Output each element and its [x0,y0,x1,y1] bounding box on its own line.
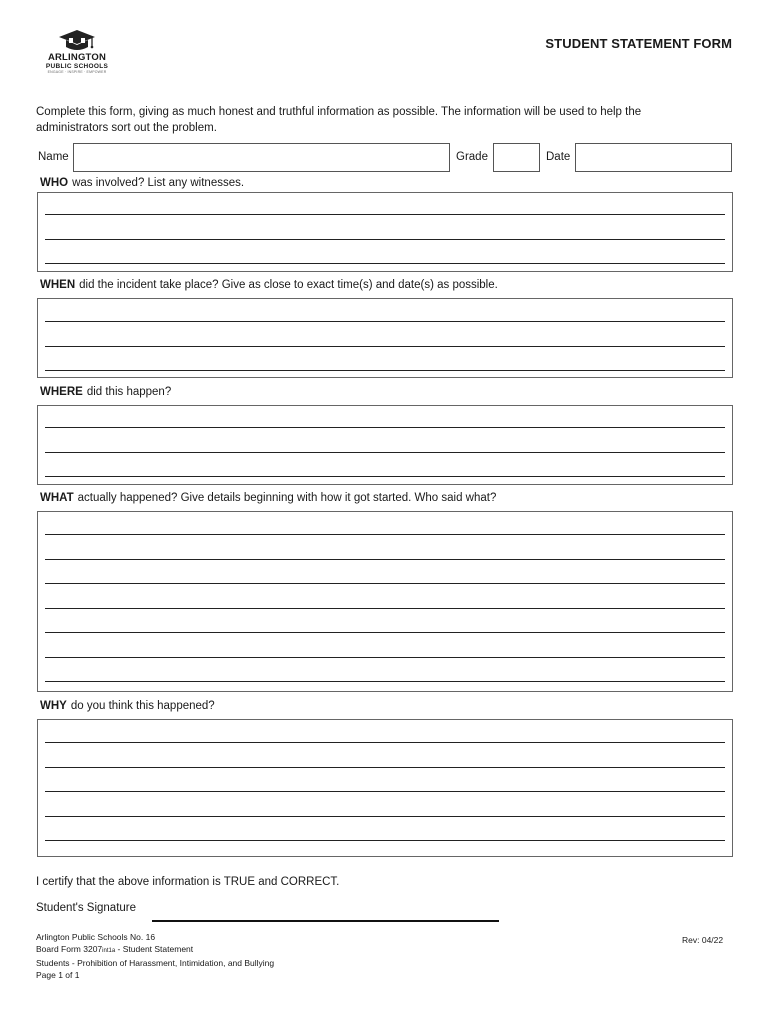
answer-line [45,321,725,322]
question-what-label [40,492,496,504]
footer [36,931,274,981]
revision-date: Rev: 04/22 [682,935,724,945]
logo-tagline: ENGAGE · INSPIRE · EMPOWER [47,70,107,74]
question-where-label [40,386,171,398]
answer-line [45,767,725,768]
answer-line [45,534,725,535]
date-label: Date [546,151,571,163]
signature-line[interactable] [152,920,499,922]
footer-district: Arlington Public Schools No. 16 [36,932,156,942]
graduation-cap-icon [57,28,97,52]
grade-label: Grade [456,151,488,163]
when-answer-box[interactable] [37,298,733,378]
answer-line [45,657,725,658]
what-answer-box[interactable] [37,511,733,692]
where-answer-box[interactable] [37,405,733,485]
who-answer-box[interactable] [37,192,733,272]
district-logo [40,28,114,75]
question-text: did the incident take place? Give as close to exact time(s) and date(s) as possible. [79,279,498,291]
answer-line [45,681,725,682]
question-who-label [40,177,244,189]
question-why-label [40,700,215,712]
question-keyword: WHY [40,700,67,712]
question-when-label [40,279,498,291]
signature-label: Student's Signature [36,902,137,914]
answer-line [45,476,725,477]
answer-line [45,452,725,453]
logo-subtitle: PUBLIC SCHOOLS [45,63,109,70]
question-text: did this happen? [86,386,172,398]
question-keyword: WHO [40,177,69,189]
answer-line [45,346,725,347]
question-text: was involved? List any witnesses. [72,177,245,189]
answer-line [45,608,725,609]
certification-statement: I certify that the above information is TRUE and CORRECT. [36,876,340,888]
question-keyword: WHAT [40,492,74,504]
answer-line [45,559,725,560]
answer-line [45,263,725,264]
grade-field[interactable] [493,143,540,172]
name-field[interactable] [73,143,450,172]
date-field[interactable] [575,143,732,172]
logo-name: ARLINGTON [47,52,107,63]
answer-line [45,239,725,240]
answer-line [45,816,725,817]
answer-line [45,427,725,428]
footer-board-form: Board Form 3207int1a - Student Statement [36,944,194,954]
answer-line [45,840,725,841]
answer-line [45,791,725,792]
why-answer-box[interactable] [37,719,733,857]
student-info-row [36,143,736,173]
name-label: Name [38,151,69,163]
answer-line [45,370,725,371]
footer-policy: Students - Prohibition of Harassment, Intimidation, and Bullying [36,958,275,968]
answer-line [45,583,725,584]
answer-line [45,214,725,215]
question-keyword: WHEN [40,279,76,291]
answer-line [45,742,725,743]
footer-page-number: Page 1 of 1 [36,970,80,980]
answer-line [45,632,725,633]
question-text: do you think this happened? [70,700,215,712]
form-title: STUDENT STATEMENT FORM [545,36,732,51]
question-text: actually happened? Give details beginning with how it got started. Who said what? [77,492,497,504]
question-keyword: WHERE [40,386,83,398]
intro-text: Complete this form, giving as much honest and truthful information as possible. The information will be used to help the administrators sort out the problem. [36,106,642,134]
